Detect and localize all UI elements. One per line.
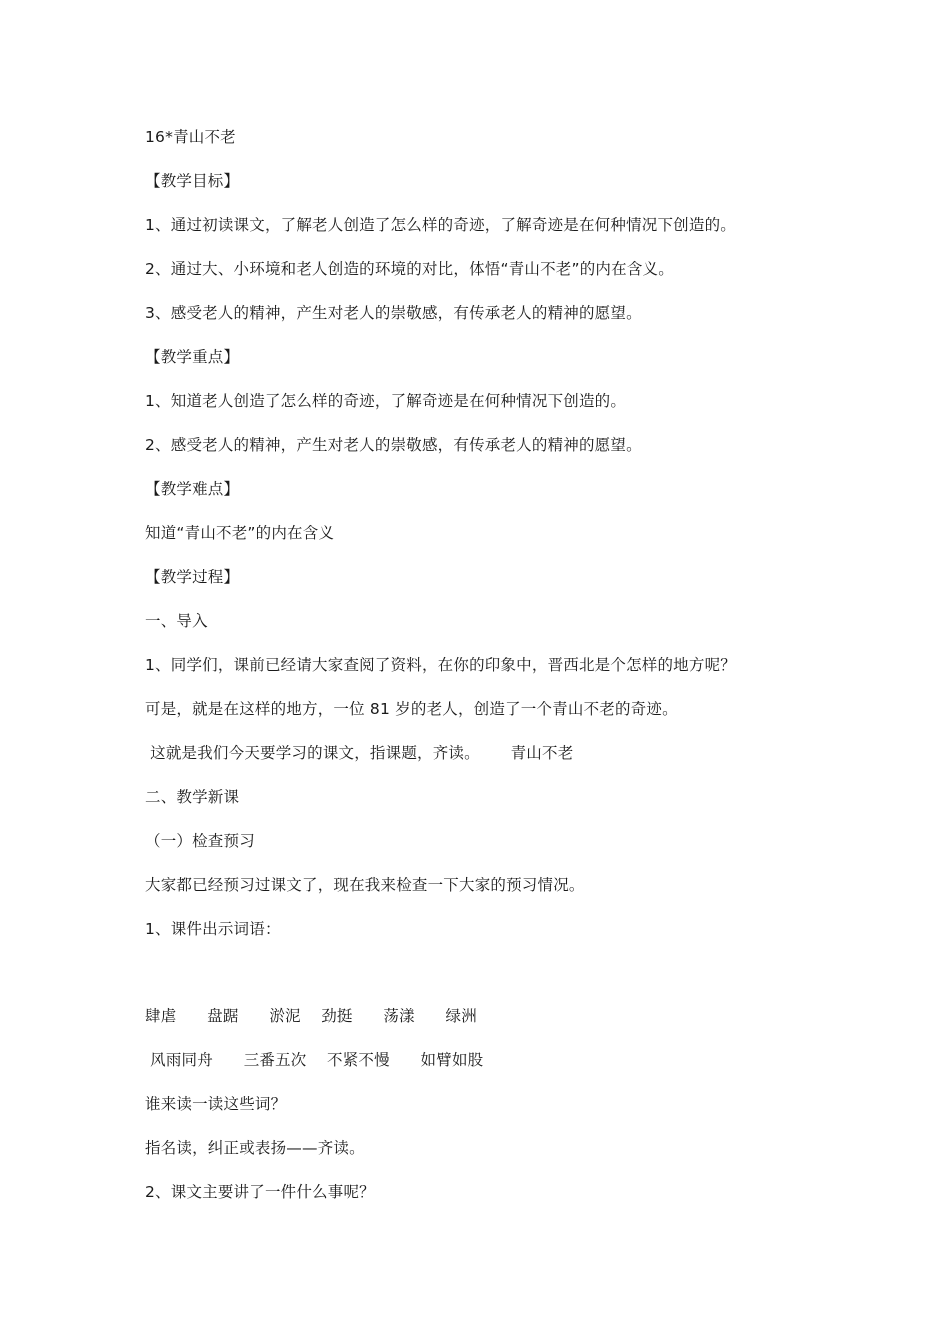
paragraph-line: 1、课件出示词语： — [145, 920, 281, 938]
section-heading-objectives: 【教学目标】 — [145, 172, 240, 190]
paragraph-line: 指名读，纠正或表扬——齐读。 — [145, 1139, 365, 1157]
paragraph-line: 谁来读一读这些词？ — [145, 1095, 287, 1113]
subheading-preview-check: （一）检查预习 — [145, 832, 255, 850]
section-heading-process: 【教学过程】 — [145, 568, 240, 586]
subheading-new-lesson: 二、教学新课 — [145, 788, 240, 806]
section-heading-key-points: 【教学重点】 — [145, 348, 240, 366]
paragraph-line: 2、课文主要讲了一件什么事呢？ — [145, 1183, 375, 1201]
document-title: 16*青山不老 — [145, 128, 236, 146]
paragraph-line: 1、同学们，课前已经请大家查阅了资料，在你的印象中，晋西北是个怎样的地方呢？ — [145, 656, 736, 674]
objective-item-3: 3、感受老人的精神，产生对老人的崇敬感，有传承老人的精神的愿望。 — [145, 304, 642, 322]
paragraph-line: 可是，就是在这样的地方，一位 81 岁的老人，创造了一个青山不老的奇迹。 — [145, 700, 678, 718]
subheading-introduction: 一、导入 — [145, 612, 208, 630]
objective-item-2: 2、通过大、小环境和老人创造的环境的对比，体悟“青山不老”的内在含义。 — [145, 260, 674, 278]
vocabulary-line: 风雨同舟 三番五次 不紧不慢 如臂如股 — [145, 1051, 484, 1069]
key-point-item-2: 2、感受老人的精神，产生对老人的崇敬感，有传承老人的精神的愿望。 — [145, 436, 642, 454]
objective-item-1: 1、通过初读课文，了解老人创造了怎么样的奇迹，了解奇迹是在何种情况下创造的。 — [145, 216, 736, 234]
key-point-item-1: 1、知道老人创造了怎么样的奇迹，了解奇迹是在何种情况下创造的。 — [145, 392, 627, 410]
paragraph-line: 这就是我们今天要学习的课文，指课题，齐读。 青山不老 — [145, 744, 574, 762]
paragraph-line: 大家都已经预习过课文了，现在我来检查一下大家的预习情况。 — [145, 876, 585, 894]
section-heading-difficulties: 【教学难点】 — [145, 480, 240, 498]
vocabulary-line: 肆虐 盘踞 淤泥 劲挺 荡漾 绿洲 — [145, 1007, 477, 1025]
difficulty-item: 知道“青山不老”的内在含义 — [145, 524, 335, 542]
